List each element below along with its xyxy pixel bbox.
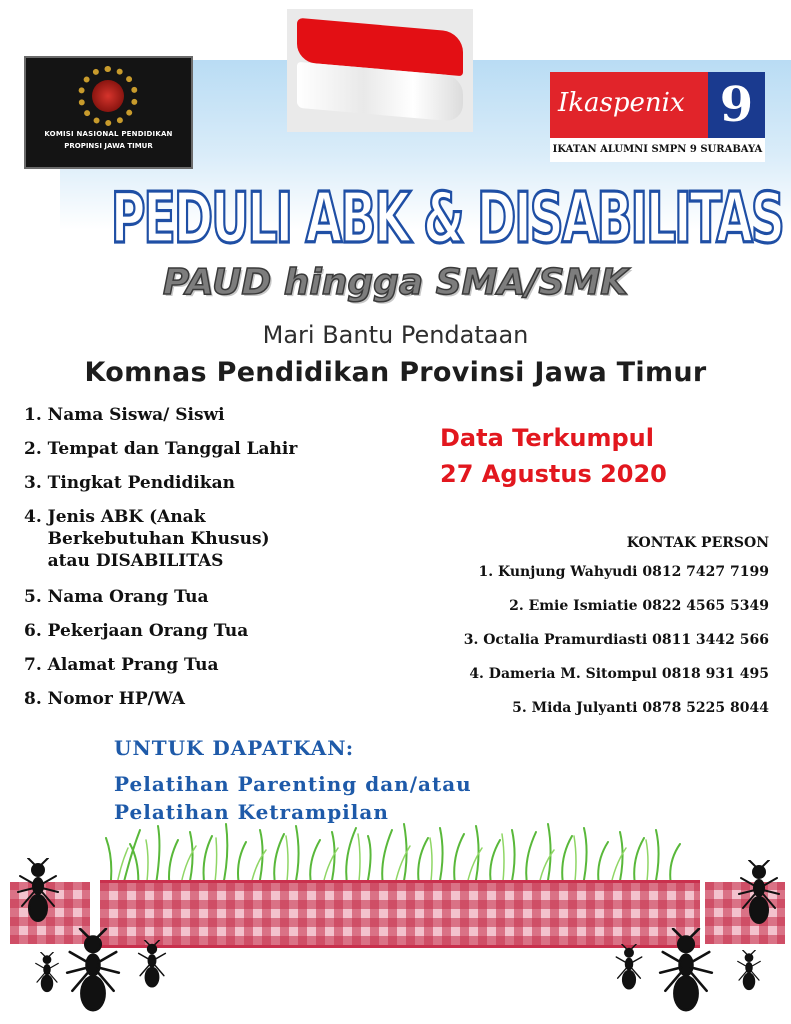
ant-icon [735,860,783,930]
list-item: 6. Pekerjaan Orang Tua [24,621,249,641]
ikaspenix-subtitle: IKATAN ALUMNI SMPN 9 SURABAYA [552,144,763,155]
komnas-logo-line1: KOMISI NASIONAL PENDIDIKAN [44,130,173,138]
benefit-item: Pelatihan Ketrampilan [114,800,389,824]
organizer-text: Komnas Pendidikan Provinsi Jawa Timur [84,357,707,388]
benefit-item: Pelatihan Parenting dan/atau [114,772,472,796]
ant-icon [32,952,62,996]
deadline-line1: Data Terkumpul [440,424,654,452]
gingham-band [100,880,700,948]
list-item: 3. Tingkat Pendidikan [24,473,235,493]
ikaspenix-number: 9 [708,72,765,138]
list-item: 8. Nomor HP/WA [24,689,185,709]
ant-icon [612,944,646,994]
ikaspenix-name: Ikaspenix [558,88,685,118]
list-item: 4. Jenis ABK (Anak Berkebutuhan Khusus) atau DISABILITAS [24,507,270,571]
contact-list [349,535,769,733]
komnas-logo [24,56,193,169]
poster-subtitle: PAUD hingga SMA/SMK [162,262,629,303]
contact-item: 2. Emie Ismiatie 0822 4565 5349 [509,598,769,614]
deadline-notice [440,420,760,492]
contact-item: 5. Mida Julyanti 0878 5225 8044 [512,700,769,716]
benefits-section [114,736,674,826]
ant-icon [655,928,717,1020]
ikaspenix-red-block [550,72,708,138]
list-item: 1. Nama Siswa/ Siswi [24,405,225,425]
list-item: 5. Nama Orang Tua [24,587,209,607]
ant-icon [134,940,170,992]
list-item: 2. Tempat dan Tanggal Lahir [24,439,298,459]
poster-title: PEDULI ABK & DISABILITAS [110,178,783,259]
contact-heading: KONTAK PERSON [626,535,769,551]
emblem-core [92,80,124,112]
list-item: 7. Alamat Prang Tua [24,655,219,675]
contact-item: 3. Octalia Pramurdiasti 0811 3442 566 [463,632,769,648]
ant-icon [62,928,124,1020]
ikaspenix-logo [550,72,765,162]
indonesian-flag [287,9,473,132]
komnas-logo-line2: PROPINSI JAWA TIMUR [64,142,153,150]
deadline-date: 27 Agustus 2020 [440,460,667,488]
contact-item: 4. Dameria M. Sitompul 0818 931 495 [469,666,769,682]
data-items-list [24,404,384,722]
intro-text: Mari Bantu Pendataan [262,321,529,349]
ant-icon [14,858,62,928]
ant-icon [734,950,764,994]
contact-item: 1. Kunjung Wahyudi 0812 7427 7199 [478,564,769,580]
benefits-heading: UNTUK DAPATKAN: [114,736,355,760]
